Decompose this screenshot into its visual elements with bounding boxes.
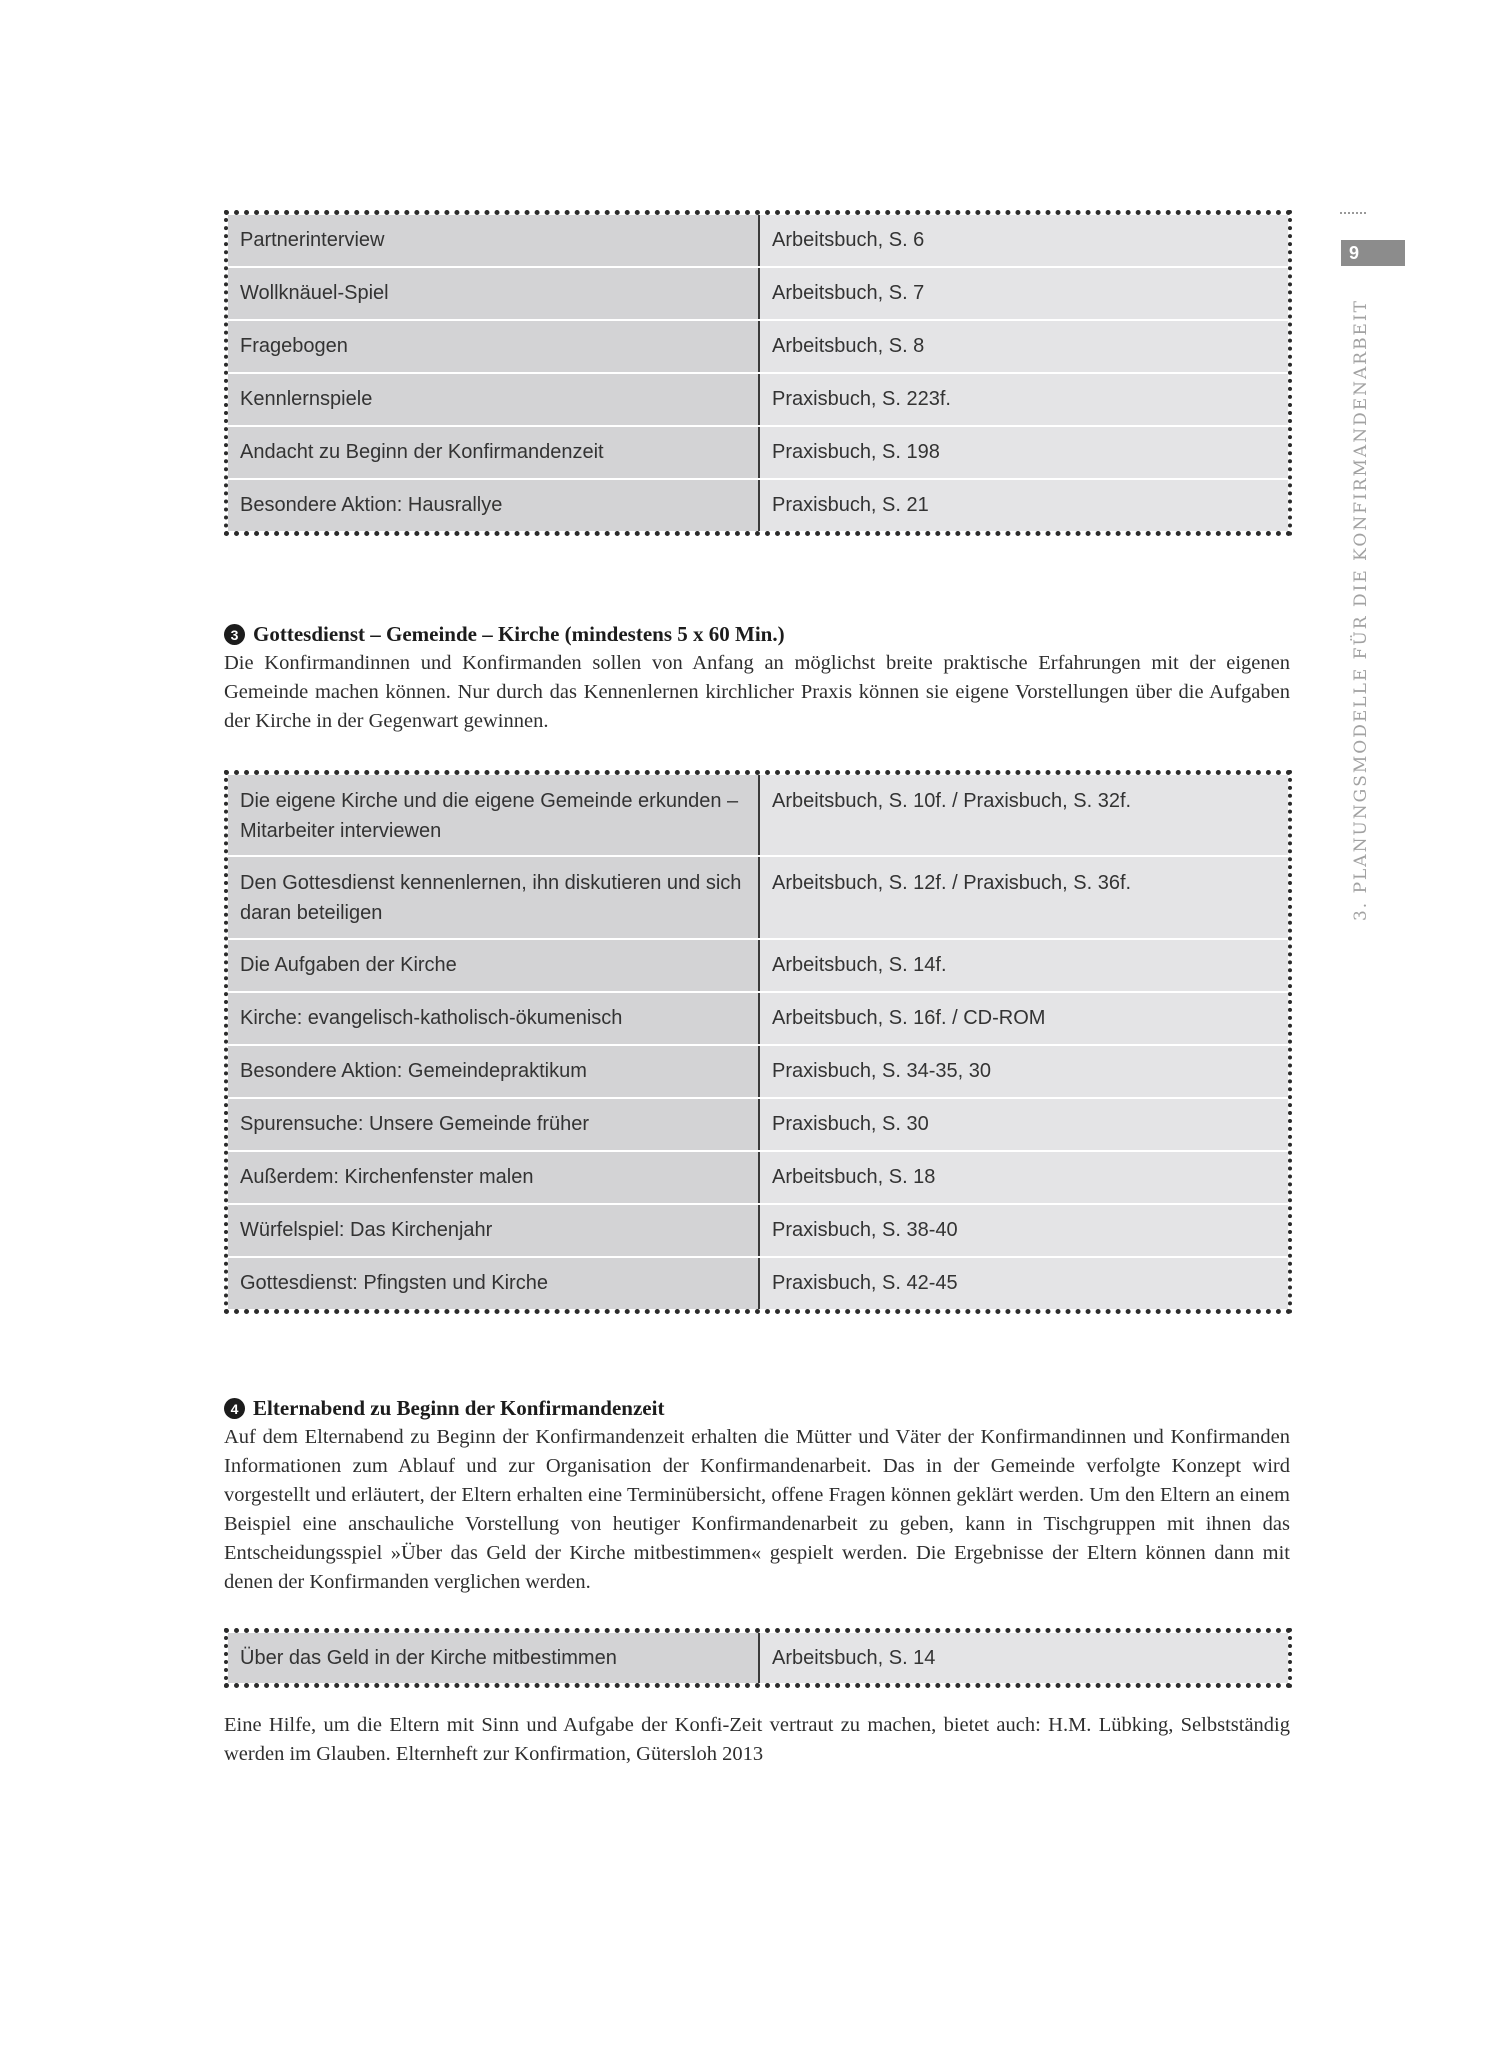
table-cell-reference: Arbeitsbuch, S. 12f. / Praxisbuch, S. 36f. — [760, 857, 1288, 938]
table-row — [228, 215, 1288, 266]
table-cell-topic: Spurensuche: Unsere Gemeinde früher — [228, 1099, 760, 1150]
table-cell-topic: Partnerinterview — [228, 215, 760, 266]
table-row — [228, 1203, 1288, 1256]
section-number-badge: 4 — [224, 1398, 245, 1419]
table-cell-topic: Gottesdienst: Pfingsten und Kirche — [228, 1258, 760, 1309]
closing-paragraph: Eine Hilfe, um die Eltern mit Sinn und Aufgabe der Konfi-Zeit vertraut zu machen, bietet auch: H.M. Lübking, Selbstständig werden im Glauben. Elternheft zur Konfirmation, Gütersloh 2013 — [224, 1714, 1290, 1765]
section-3-heading — [224, 622, 785, 647]
table-cell-topic: Außerdem: Kirchenfenster malen — [228, 1152, 760, 1203]
table-row — [228, 478, 1288, 531]
table-cell-topic: Wollknäuel-Spiel — [228, 268, 760, 319]
table-cell-topic: Den Gottesdienst kennenlernen, ihn diskutieren und sich daran beteiligen — [228, 857, 760, 938]
table-row — [228, 319, 1288, 372]
table-cell-topic: Fragebogen — [228, 321, 760, 372]
section-3-paragraph: Die Konfirmandinnen und Konfirmanden sollen von Anfang an möglichst breite praktische Erfahrungen mit der eigenen Gemeinde machen können. Nur durch das Kennenlernen kirchlicher Praxis können sie eigene Vorstellungen über die Aufgaben der Kirche in der Gegenwart gewinnen. — [224, 652, 1290, 732]
table-cell-reference: Arbeitsbuch, S. 8 — [760, 321, 1288, 372]
table-cell-topic: Besondere Aktion: Hausrallye — [228, 480, 760, 531]
reference-table-2 — [224, 770, 1292, 1314]
table-cell-reference: Arbeitsbuch, S. 14f. — [760, 940, 1288, 991]
table-row — [228, 938, 1288, 991]
table-cell-reference: Arbeitsbuch, S. 6 — [760, 215, 1288, 266]
section-title: Elternabend zu Beginn der Konfirmandenzeit — [253, 1396, 665, 1420]
table-cell-reference: Arbeitsbuch, S. 18 — [760, 1152, 1288, 1203]
table-cell-reference: Praxisbuch, S. 42-45 — [760, 1258, 1288, 1309]
table-row — [228, 1044, 1288, 1097]
table-cell-topic: Kennlernspiele — [228, 374, 760, 425]
table-row — [228, 775, 1288, 855]
table-cell-topic: Besondere Aktion: Gemeindepraktikum — [228, 1046, 760, 1097]
table-cell-reference: Praxisbuch, S. 21 — [760, 480, 1288, 531]
table-cell-reference: Praxisbuch, S. 198 — [760, 427, 1288, 478]
running-head-text: 3. PLANUNGSMODELLE FÜR DIE KONFIRMANDENARBEIT — [1351, 298, 1371, 922]
table-cell-reference: Arbeitsbuch, S. 7 — [760, 268, 1288, 319]
table-row — [228, 1256, 1288, 1309]
table-cell-reference: Praxisbuch, S. 34-35, 30 — [760, 1046, 1288, 1097]
table-cell-reference: Praxisbuch, S. 38-40 — [760, 1205, 1288, 1256]
table-cell-reference: Praxisbuch, S. 30 — [760, 1099, 1288, 1150]
table-cell-topic: Würfelspiel: Das Kirchenjahr — [228, 1205, 760, 1256]
table-cell-topic: Die eigene Kirche und die eigene Gemeinde erkunden – Mitarbeiter interviewen — [228, 775, 760, 855]
table-cell-reference: Arbeitsbuch, S. 16f. / CD-ROM — [760, 993, 1288, 1044]
table-cell-reference: Arbeitsbuch, S. 10f. / Praxisbuch, S. 32f. — [760, 775, 1288, 855]
reference-table-1 — [224, 210, 1292, 536]
table-row — [228, 266, 1288, 319]
table-row — [228, 855, 1288, 938]
table-cell-topic: Über das Geld in der Kirche mitbestimmen — [228, 1633, 760, 1683]
table-cell-reference: Arbeitsbuch, S. 14 — [760, 1633, 1288, 1683]
table-cell-topic: Die Aufgaben der Kirche — [228, 940, 760, 991]
table-row — [228, 991, 1288, 1044]
table-row — [228, 1097, 1288, 1150]
section-4-paragraph: Auf dem Elternabend zu Beginn der Konfirmandenzeit erhalten die Mütter und Väter der Konfirmandinnen und Konfirmanden Informationen zum Ablauf und zur Organisation der Konfirmandenarbeit. Das in der Gemeinde verfolgte Konzept wird vorgestellt und erläutert, der Eltern erhalten eine Terminübersicht, offene Fragen können geklärt werden. Um den Eltern an einem Beispiel eine anschauliche Vorstellung von heutiger Konfirmandenarbeit zu geben, kann in Tischgruppen mit ihnen das Entscheidungsspiel »Über das Geld der Kirche mitbestimmen« gespielt werden. Die Ergebnisse der Eltern können dann mit denen der Konfirmanden verglichen werden. — [224, 1426, 1290, 1593]
reference-table-3 — [224, 1628, 1292, 1688]
table-cell-reference: Praxisbuch, S. 223f. — [760, 374, 1288, 425]
margin-dotted-rule — [1340, 212, 1366, 214]
section-4-heading — [224, 1396, 664, 1421]
table-row — [228, 1150, 1288, 1203]
table-row — [228, 372, 1288, 425]
table-cell-topic: Andacht zu Beginn der Konfirmandenzeit — [228, 427, 760, 478]
page-number: 9 — [1341, 240, 1405, 266]
table-cell-topic: Kirche: evangelisch-katholisch-ökumenisch — [228, 993, 760, 1044]
table-row — [228, 425, 1288, 478]
table-row — [228, 1633, 1288, 1683]
section-title: Gottesdienst – Gemeinde – Kirche (mindestens 5 x 60 Min.) — [253, 622, 785, 646]
section-number-badge: 3 — [224, 624, 245, 645]
